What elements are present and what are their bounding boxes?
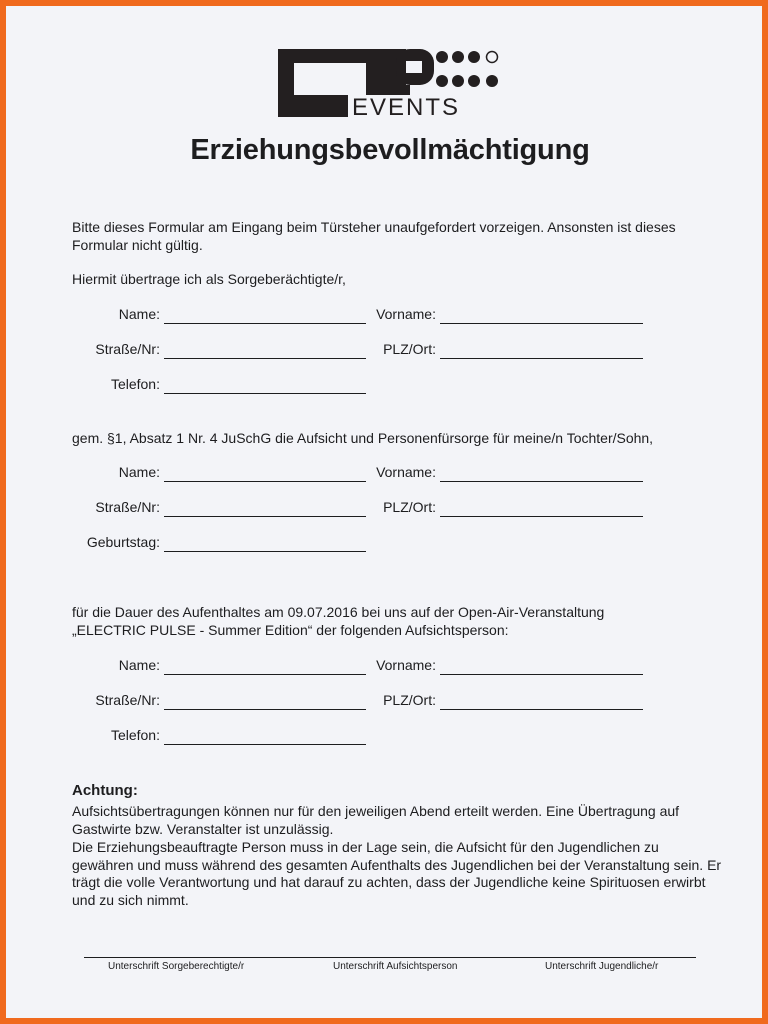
- plz-field[interactable]: [440, 516, 643, 517]
- section1-row-name: [6, 306, 768, 326]
- name-label: Name:: [118, 657, 160, 673]
- vorname-label: Vorname:: [376, 464, 436, 480]
- signature-line[interactable]: [84, 957, 696, 958]
- geburtstag-field[interactable]: [164, 551, 366, 552]
- section3-text-line1: für die Dauer des Aufenthaltes am 09.07.2016 bei uns auf der Open-Air-Veranstaltung: [72, 604, 605, 620]
- vorname-label: Vorname:: [376, 657, 436, 673]
- telefon-label: Telefon:: [110, 376, 160, 392]
- section2-row-address: [6, 499, 768, 519]
- name-field[interactable]: [164, 674, 366, 675]
- section2-text: gem. §1, Absatz 1 Nr. 4 JuSchG die Aufsicht und Personenfürsorge für meine/n Tochter/Sohn,: [72, 430, 654, 446]
- strasse-field[interactable]: [164, 516, 366, 517]
- plz-field[interactable]: [440, 709, 643, 710]
- strasse-label: Straße/Nr:: [95, 499, 160, 515]
- warning-title: Achtung:: [72, 782, 138, 799]
- telefon-field[interactable]: [164, 393, 366, 394]
- section2-row-birthday: [6, 534, 768, 554]
- strasse-field[interactable]: [164, 709, 366, 710]
- plz-label: PLZ/Ort:: [383, 499, 436, 515]
- warning-text-2: Die Erziehungsbeauftragte Person muss in der Lage sein, die Aufsicht für den Jugendlichen zu gewähren und muss während des gesamten Aufenthalts des Jugendlichen bei der Veranstaltung sein. Er trägt die volle Verantwortung und hat darauf zu achten, dass der Jugendliche keine Spirituosen erwirbt und zu sich nimmt.: [72, 839, 722, 908]
- signature-youth-label: Unterschrift Jugendliche/r: [545, 961, 659, 972]
- name-field[interactable]: [164, 481, 366, 482]
- name-label: Name:: [118, 306, 160, 322]
- form-title: Erziehungsbevollmächtigung: [190, 134, 590, 166]
- section3-row-name: [6, 657, 768, 677]
- vorname-field[interactable]: [440, 323, 643, 324]
- telefon-label: Telefon:: [110, 727, 160, 743]
- name-field[interactable]: [164, 323, 366, 324]
- section3-row-phone: [6, 727, 768, 747]
- geburtstag-label: Geburtstag:: [86, 534, 160, 550]
- warning-text-1: Aufsichtsübertragungen können nur für den jeweiligen Abend erteilt werden. Eine Übertragung auf Gastwirte bzw. Veranstalter ist unzulässig.: [72, 803, 680, 837]
- logo-sub-text: EVENTS: [352, 94, 461, 119]
- signature-parent-label: Unterschrift Sorgeberechtigte/r: [108, 961, 245, 972]
- signature-supervisor-label: Unterschrift Aufsichtsperson: [333, 961, 458, 972]
- strasse-label: Straße/Nr:: [95, 692, 160, 708]
- section3-row-address: [6, 692, 768, 712]
- telefon-field[interactable]: [164, 744, 366, 745]
- plz-field[interactable]: [440, 358, 643, 359]
- intro-text: Bitte dieses Formular am Eingang beim Türsteher unaufgefordert vorzeigen. Ansonsten ist dieses Formular nicht gültig.: [72, 219, 676, 253]
- strasse-label: Straße/Nr:: [95, 341, 160, 357]
- plz-label: PLZ/Ort:: [383, 692, 436, 708]
- section1-row-address: [6, 341, 768, 361]
- vorname-field[interactable]: [440, 674, 643, 675]
- vorname-label: Vorname:: [376, 306, 436, 322]
- name-label: Name:: [118, 464, 160, 480]
- plz-label: PLZ/Ort:: [383, 341, 436, 357]
- vorname-field[interactable]: [440, 481, 643, 482]
- section1-text: Hiermit übertrage ich als Sorgeberächtigte/r,: [72, 271, 346, 287]
- section1-row-phone: [6, 376, 768, 396]
- section3-text-line2: „ELECTRIC PULSE - Summer Edition“ der folgenden Aufsichtsperson:: [72, 622, 509, 638]
- section2-row-name: [6, 464, 768, 484]
- strasse-field[interactable]: [164, 358, 366, 359]
- dp-events-logo: [278, 49, 504, 119]
